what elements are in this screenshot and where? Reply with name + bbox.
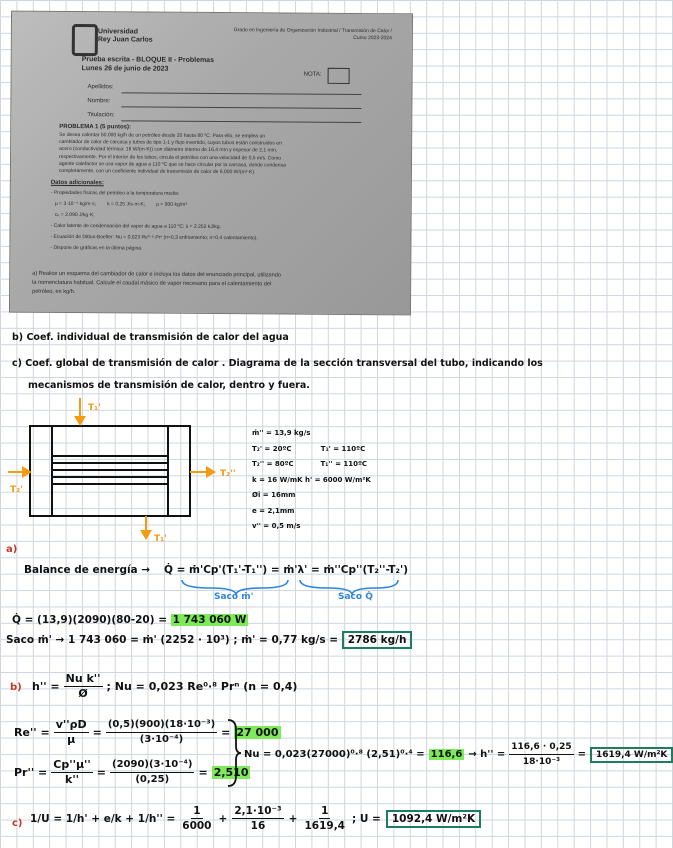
u-calculation: 1/U = 1/h' + e/k + 1/h'' = $\frac{1}{6000}$ + $\frac{\text{2,1·10⁻³}}{16}$ + $\frac{1}{1619,4}$ ; U = 1092,4 W/m²K bbox=[30, 804, 481, 833]
pr-fraction-numeric bbox=[110, 758, 194, 787]
pr-numerator-value: (2090)(3·10⁻⁴) bbox=[110, 758, 194, 773]
h-calc-denominator: 18·10⁻³ bbox=[522, 757, 561, 767]
question-a bbox=[32, 270, 402, 300]
part-c-tag: c) bbox=[12, 818, 23, 829]
pr-denominator: k'' bbox=[65, 773, 80, 786]
m-calc-text: Saco ṁ' → 1 743 060 = ṁ' (2252 · 10³) ; ṁ' = 0,77 kg/s = bbox=[6, 634, 339, 646]
q-calculation bbox=[12, 614, 248, 626]
diagram-data-line: T₂'' = 80ºC T₁'' = 110ºC bbox=[252, 460, 368, 468]
field-line bbox=[121, 106, 361, 109]
re-label: Re'' = bbox=[14, 726, 50, 739]
problem-line: agente calefactor se usa vapor de agua a 110 ºC que se hace circular por la carcasa, donde condensa bbox=[58, 160, 286, 169]
course-header: Grado en Ingeniería de Organización Industrial / Transmisión de Calor / Curso 2023-2024 bbox=[233, 27, 392, 42]
t1-in-label: T₁' bbox=[88, 403, 101, 413]
re-result: 27 000 bbox=[236, 726, 279, 739]
diagram-data-line: ṁ'' = 13,9 kg/s bbox=[252, 429, 311, 437]
problem-line: acero (conductividad térmica: 16 W/(m·K)) con diámetro interno de 16,4 mm y espesor de 2,1 mm, bbox=[59, 146, 278, 154]
diagram-data-line: e = 2,1mm bbox=[252, 506, 295, 515]
data-line: - Calor latente de condensación del vapor de agua a 110 ºC: λ = 2.252 kJ/kg. bbox=[50, 222, 221, 231]
problem-line: completamente, con un coeficiente individual de transmisión de calor de 6.000 W/(m²·K). bbox=[58, 167, 256, 176]
h-numerator: Nu k'' bbox=[65, 672, 101, 685]
diagram-data-list bbox=[252, 426, 422, 535]
diagram-data-line: Øi = 16mm bbox=[252, 491, 296, 499]
nota-box bbox=[328, 68, 350, 84]
field-line bbox=[121, 92, 361, 95]
field-apellidos: Apellidos: bbox=[87, 84, 114, 91]
m-result: 2786 kg/h bbox=[342, 631, 413, 649]
condensate-out-arrowhead bbox=[140, 530, 152, 540]
note-line-b: b) Coef. individual de transmisión de calor del agua bbox=[12, 332, 289, 343]
re-formula: Re'' = $\frac{v''\rho D}{\mu}$ = $\frac{\text{(0,5)(900)(18·10⁻³)}}{\text{(3·10⁻⁴)}}$ = 27 000 bbox=[14, 718, 279, 746]
field-titulacion: Titulación: bbox=[87, 112, 115, 119]
u-fraction-3 bbox=[302, 804, 347, 833]
data-line: - Dispone de gráficas en la última página. bbox=[50, 244, 143, 252]
m-calculation bbox=[6, 634, 412, 646]
note-line-c1: c) Coef. global de transmisión de calor . Diagrama de la sección transversal del tubo, indicando los bbox=[12, 358, 543, 369]
pr-fraction-symbolic bbox=[51, 758, 93, 787]
u-result: 1092,4 W/m²K bbox=[386, 810, 481, 828]
re-fraction-symbolic bbox=[54, 718, 89, 747]
curly-brace bbox=[226, 718, 242, 788]
u-fraction-1 bbox=[180, 804, 213, 833]
re-numerator-value: (0,5)(900)(18·10⁻³) bbox=[106, 718, 217, 733]
pr-result: 2,510 bbox=[213, 766, 249, 779]
u-f1-numerator: 1 bbox=[193, 805, 201, 817]
u-f2-numerator: 2,1·10⁻³ bbox=[234, 805, 282, 817]
t2-in-label: T₂' bbox=[10, 485, 23, 495]
data-line: - Propiedades físicas del petróleo a la temperatura media: bbox=[50, 189, 180, 197]
h-denominator: Ø bbox=[78, 687, 88, 700]
re-denominator-value: (3·10⁻⁴) bbox=[139, 734, 184, 745]
saco-q-label: Saco Q̇ bbox=[338, 592, 373, 602]
steam-in-arrowhead bbox=[74, 416, 86, 426]
t1-out-label: T₁' bbox=[154, 534, 167, 544]
question-line: a) Realice un esquema del cambiador de calor e incluya los datos del enunciado principal, utilizando bbox=[32, 270, 282, 279]
u-label: ; U = bbox=[352, 812, 381, 825]
problem-line: Se desea calentar 50.000 kg/h de un petróleo desde 20 hasta 80 ºC. Para ello, se emplea un bbox=[59, 131, 266, 140]
pr-formula: Pr'' = $\frac{Cp''\mu''}{k''}$ = $\frac{\text{(2090)(3·10⁻⁴)}}{(0,25)}$ = 2,510 bbox=[14, 758, 249, 786]
u-f3-numerator: 1 bbox=[321, 805, 329, 817]
university-logo-icon bbox=[72, 24, 98, 56]
u-f1-denominator: 6000 bbox=[182, 820, 212, 832]
u-fraction-2 bbox=[232, 804, 283, 833]
question-line: la nomenclatura habitual. Calcule el caudal másico de vapor necesario para el calentamiento del bbox=[32, 279, 272, 288]
saco-m-label: Saco ṁ' bbox=[214, 592, 254, 602]
re-denominator: μ bbox=[67, 733, 76, 746]
u-f2-denominator: 16 bbox=[250, 820, 266, 832]
h-calc-fraction bbox=[509, 740, 573, 769]
question-line: petróleo, en kg/h. bbox=[32, 288, 76, 296]
pr-numerator: Cp''μ'' bbox=[53, 758, 91, 771]
problem-text bbox=[59, 132, 399, 178]
re-fraction-numeric bbox=[106, 718, 217, 747]
pr-denominator-value: (0,25) bbox=[135, 774, 170, 785]
nu-equation: ; Nu = 0,023 Re⁰·⁸ Prⁿ (n = 0,4) bbox=[106, 680, 298, 693]
re-numerator: v''ρD bbox=[55, 718, 87, 731]
field-nombre: Nombre: bbox=[87, 98, 111, 105]
h-calc-numerator: 116,6 · 0,25 bbox=[509, 740, 573, 755]
h-fraction bbox=[64, 672, 103, 701]
h-label: h'' = bbox=[32, 680, 60, 693]
nu-calc: Nu = 0,023(27000)⁰·⁸ (2,51)⁰·⁴ = bbox=[244, 749, 425, 760]
data-line: cₚ = 2.090 J/kg·K; bbox=[50, 211, 95, 219]
part-b-tag: b) bbox=[10, 682, 22, 693]
u-f3-denominator: 1619,4 bbox=[304, 820, 345, 832]
pr-label: Pr'' = bbox=[14, 766, 48, 779]
data-list bbox=[50, 188, 400, 256]
problem-title: PROBLEMA 1 (5 puntos): bbox=[59, 123, 132, 131]
q-calc-text: Q̇ = (13,9)(2090)(80-20) = bbox=[12, 614, 167, 626]
h-result: 1619,4 W/m²K bbox=[590, 747, 673, 763]
oil-out-arrowhead bbox=[206, 466, 216, 478]
university-name: Universidad Rey Juan Carlos bbox=[97, 28, 153, 44]
field-line bbox=[121, 120, 361, 123]
note-line-c2: mecanismos de transmisión de calor, dentro y fuera. bbox=[28, 380, 310, 391]
balance-equation: Q̇ = ṁ'Cp'(T₁'-T₁'') = ṁ'λ' = ṁ''Cp''(T₂''-T₂') bbox=[164, 564, 409, 576]
heat-exchanger-diagram bbox=[8, 396, 248, 546]
diagram-data-line: T₂' = 20ºC T₁' = 110ºC bbox=[252, 444, 366, 453]
balance-label: Balance de energía → bbox=[24, 564, 151, 576]
data-line: μ = 3·10⁻⁴ kg/m·s; k = 0,25 J/s·m·K; ρ = 900 kg/m³ bbox=[50, 200, 187, 208]
data-line: - Ecuación de Dittus-Boelter: Nu = 0,023 Re⁰·⁸·Prⁿ (n=0,3 enfriamiento; n=0,4 calentamiento). bbox=[50, 233, 258, 242]
part-a-tag: a) bbox=[6, 544, 18, 555]
problem-line: respectivamente. Por el interior de los tubos, circula el petróleo con una velocidad de 0,5 m/s. Como bbox=[59, 153, 282, 162]
diagram-data-line: v'' = 0,5 m/s bbox=[252, 522, 301, 530]
problem-line: cambiador de calor de carcasa y tubos de tipo 1-1 y flujo invertido, cuyos tubos están construidos en bbox=[59, 139, 282, 147]
nota-label: NOTA: bbox=[303, 71, 322, 78]
nu-result: 116,6 bbox=[430, 749, 463, 760]
q-result: 1 743 060 W bbox=[172, 614, 247, 626]
nu-h-calculation: Nu = 0,023(27000)⁰·⁸ (2,51)⁰·⁴ = 116,6 → h'' = $\frac{116,6 \cdot 0,25}{\text{18·10⁻³}}$ = 1619,4 W/m²K bbox=[244, 740, 673, 769]
diagram-data-line: k = 16 W/mK h' = 6000 W/m²K bbox=[252, 475, 371, 484]
t2-out-label: T₂'' bbox=[220, 469, 236, 479]
data-title: Datos adicionales: bbox=[50, 179, 104, 187]
exam-title: Prueba escrita - BLOQUE II - Problemas bbox=[81, 56, 215, 65]
exam-photo bbox=[9, 11, 413, 316]
u-equation-left: 1/U = 1/h' + e/k + 1/h'' = bbox=[30, 812, 176, 825]
h-formula bbox=[32, 672, 297, 701]
exam-date: Lunes 26 de junio de 2023 bbox=[81, 65, 169, 73]
